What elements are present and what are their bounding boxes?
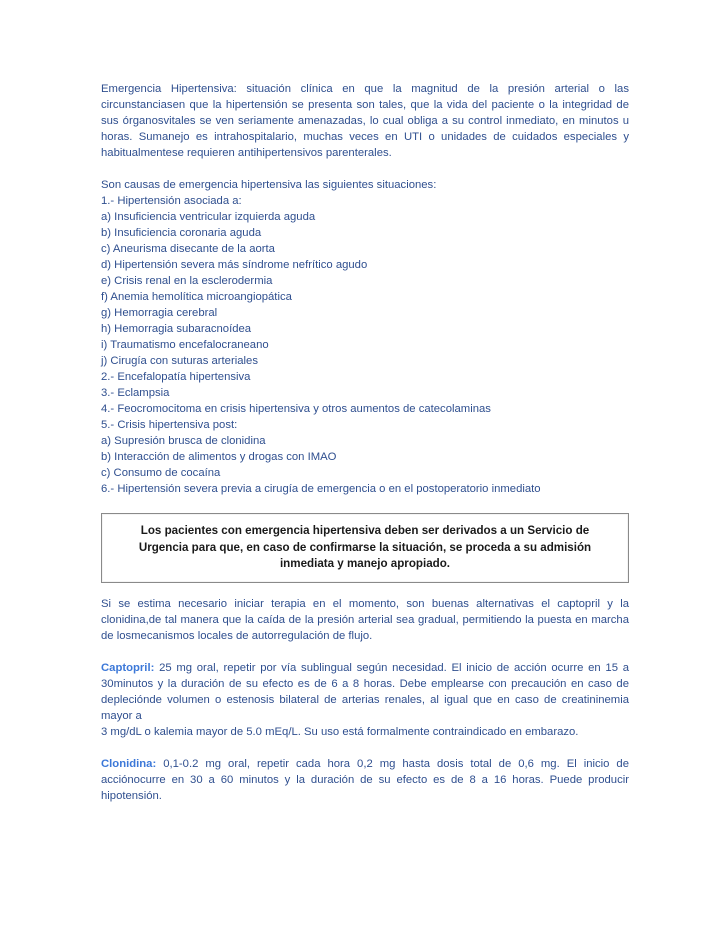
causes-list bbox=[101, 193, 629, 497]
list-item: 1.- Hipertensión asociada a: bbox=[101, 195, 242, 207]
list-item: 3.- Eclampsia bbox=[101, 387, 170, 399]
list-item: 5.- Crisis hipertensiva post: bbox=[101, 419, 238, 431]
list-item: c) Aneurisma disecante de la aorta bbox=[101, 243, 275, 255]
intro-paragraph: Emergencia Hipertensiva: situación clínica en que la magnitud de la presión arterial o las circunstanciasen que la hipertensión se presenta son tales, que la vida del paciente o la integridad de sus órganosvitales se ven seriamente amenazadas, lo cual obliga a su control inmediato, en minutos u horas. Sumanejo es intrahospitalario, muchas veces en UTI o unidades de cuidados especiales y habitualmentese requieren antihipertensivos parenterales. bbox=[101, 83, 629, 159]
captopril-paragraph bbox=[101, 660, 629, 724]
callout-box bbox=[101, 513, 629, 583]
list-item: c) Consumo de cocaína bbox=[101, 467, 221, 479]
list-item: f) Anemia hemolítica microangiopática bbox=[101, 291, 292, 303]
clonidina-text: 0,1-0.2 mg oral, repetir cada hora 0,2 mg hasta dosis total de 0,6 mg. El inicio de acciónocurre en 30 a 60 minutos y la duración de su efecto es de 8 a 16 horas. Puede producir hipotensión. bbox=[101, 758, 629, 802]
list-item: b) Insuficiencia coronaria aguda bbox=[101, 227, 262, 239]
list-item: a) Insuficiencia ventricular izquierda aguda bbox=[101, 211, 316, 223]
clonidina-label: Clonidina: bbox=[101, 758, 157, 770]
callout-text: Los pacientes con emergencia hipertensiva deben ser derivados a un Servicio de Urgencia para que, en caso de confirmarse la situación, se proceda a su admisión inmediata y manejo apropiado. bbox=[138, 524, 592, 571]
list-item: d) Hipertensión severa más síndrome nefrítico agudo bbox=[101, 259, 368, 271]
document-page bbox=[101, 81, 629, 804]
captopril-text-continued: 3 mg/dL o kalemia mayor de 5.0 mEq/L. Su uso está formalmente contraindicado en embarazo. bbox=[101, 726, 579, 738]
list-item: j) Cirugía con suturas arteriales bbox=[101, 355, 258, 367]
list-item: i) Traumatismo encefalocraneano bbox=[101, 339, 269, 351]
list-item: 4.- Feocromocitoma en crisis hipertensiva y otros aumentos de catecolaminas bbox=[101, 403, 491, 415]
list-item: 6.- Hipertensión severa previa a cirugía de emergencia o en el postoperatorio inmediato bbox=[101, 483, 541, 495]
list-item: b) Interacción de alimentos y drogas con IMAO bbox=[101, 451, 337, 463]
captopril-label: Captopril: bbox=[101, 662, 155, 674]
captopril-text: 25 mg oral, repetir por vía sublingual según necesidad. El inicio de acción ocurre en 15 a 30minutos y la duración de su efecto es de 6 a 8 horas. Debe emplearse con precaución en caso de depleciónde volumen o estenosis bilateral de arterias renales, al igual que en caso de creatininemia mayor a bbox=[101, 662, 629, 722]
list-item: a) Supresión brusca de clonidina bbox=[101, 435, 266, 447]
therapy-intro-paragraph: Si se estima necesario iniciar terapia en el momento, son buenas alternativas el captopril y la clonidina,de tal manera que la caída de la presión arterial sea gradual, permitiendo la puesta en marcha de losmecanismos locales de autorregulación de flujo. bbox=[101, 598, 629, 642]
clonidina-paragraph bbox=[101, 756, 629, 804]
list-item: e) Crisis renal en la esclerodermia bbox=[101, 275, 273, 287]
list-item: 2.- Encefalopatía hipertensiva bbox=[101, 371, 251, 383]
causes-heading: Son causas de emergencia hipertensiva las siguientes situaciones: bbox=[101, 179, 437, 191]
list-item: g) Hemorragia cerebral bbox=[101, 307, 218, 319]
list-item: h) Hemorragia subaracnoídea bbox=[101, 323, 252, 335]
